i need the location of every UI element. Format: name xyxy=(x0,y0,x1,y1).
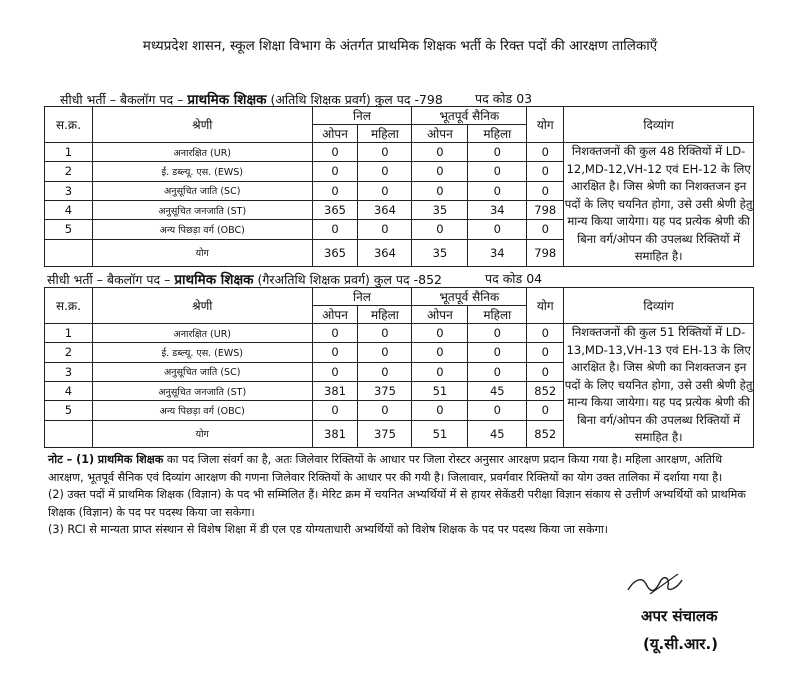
cell-ex-female: 45 xyxy=(468,420,527,447)
header-category: श्रेणी xyxy=(92,288,312,324)
cell-ex-female: 0 xyxy=(468,162,527,181)
cell-nil-female: 0 xyxy=(358,343,412,362)
cell-nil-female: 0 xyxy=(358,143,412,162)
cell-total-label: योग xyxy=(92,239,312,266)
header-sno: स.क्र. xyxy=(45,107,93,143)
cell-ex-open: 0 xyxy=(412,220,468,239)
cell-nil-female: 0 xyxy=(358,401,412,420)
header-female: महिला xyxy=(468,306,527,324)
header-nil: निल xyxy=(312,107,412,125)
signatory-title: अपर संचालक xyxy=(641,607,718,625)
disabled-reservation-text: निशक्तजनों की कुल 48 रिक्तियों में LD-12,MD-12,VH-12 एवं EH-12 के लिए आरक्षित है। जिस श्रेणी का निशक्तजन इन पदों के लिए चयनित होगा, उसे उसी श्रेणी हेतु मान्य किया जायेगा। यह पद प्रत्येक श्रेणी की बिना वर्ग/ओपन की उपलब्ध रिक्तियों में समाहित है। xyxy=(564,143,754,267)
cell-ex-female: 0 xyxy=(468,401,527,420)
cell-nil-open: 381 xyxy=(312,420,358,447)
cell-sno: 5 xyxy=(45,220,93,239)
cell-sno: 1 xyxy=(45,143,93,162)
signatory-subtitle: (यू.सी.आर.) xyxy=(643,635,718,653)
cell-nil-open: 0 xyxy=(312,324,358,343)
cell-nil-female: 364 xyxy=(358,239,412,266)
cell-sno: 2 xyxy=(45,343,93,362)
cell-nil-open: 0 xyxy=(312,143,358,162)
cell-total: 0 xyxy=(527,343,564,362)
header-disabled: दिव्यांग xyxy=(564,107,754,143)
cell-category: अन्य पिछड़ा वर्ग (OBC) xyxy=(92,220,312,239)
cell-ex-open: 51 xyxy=(412,381,468,400)
cell-category: अनुसूचित जनजाति (ST) xyxy=(92,381,312,400)
caption-suffix: (गैरअतिथि शिक्षक प्रवर्ग) कुल पद -852 xyxy=(257,272,442,287)
note-1-bold: प्राथमिक शिक्षक xyxy=(97,453,164,466)
cell-sno: 3 xyxy=(45,181,93,200)
note-1-text: का पद जिला संवर्ग का है, अतः जिलेवार रिक्तियों के आधार पर जिला रोस्टर अनुसार आरक्षण प्रदान किया गया है। महिला आरक्षण, अतिथि आरक्षण, भूतपूर्व सैनिक एवं दिव्यांग आरक्षण की गणना जिलेवार रिक्तियों के आधार पर की गयी है। जिलावार, प्रवर्गवार रिक्तियों का योग उक्त तालिका में दर्शाया गया है। xyxy=(48,453,723,484)
note-label: नोट – (1) xyxy=(48,453,95,466)
header-sno: स.क्र. xyxy=(45,288,93,324)
note-3: (3) RCI से मान्यता प्राप्त संस्थान से विशेष शिक्षा में डी एल एड योग्यताधारी अभ्यर्थियों को विशेष शिक्षक के पद पर पदस्थ किया जा सकेगा। xyxy=(48,523,608,536)
cell-ex-open: 0 xyxy=(412,343,468,362)
cell-nil-female: 375 xyxy=(358,420,412,447)
cell-ex-female: 45 xyxy=(468,381,527,400)
cell-total: 0 xyxy=(527,220,564,239)
cell-sno: 5 xyxy=(45,401,93,420)
header-category: श्रेणी xyxy=(92,107,312,143)
cell-ex-female: 0 xyxy=(468,324,527,343)
disabled-reservation-text: निशक्तजनों की कुल 51 रिक्तियों में LD-13,MD-13,VH-13 एवं EH-13 के लिए आरक्षित है। जिस श्रेणी का निशक्तजन इन पदों के लिए चयनित होगा, उसे उसी श्रेणी हेतु मान्य किया जायेगा। यह पद प्रत्येक श्रेणी की बिना वर्ग/ओपन की उपलब्ध रिक्तियों में समाहित है। xyxy=(564,324,754,448)
cell-sno: 1 xyxy=(45,324,93,343)
cell-ex-female: 0 xyxy=(468,181,527,200)
cell-category: अनारक्षित (UR) xyxy=(92,324,312,343)
cell-sno: 4 xyxy=(45,381,93,400)
cell-total: 0 xyxy=(527,181,564,200)
header-nil: निल xyxy=(312,288,412,306)
cell-ex-open: 0 xyxy=(412,401,468,420)
header-row xyxy=(45,288,754,306)
header-ex-serviceman: भूतपूर्व सैनिक xyxy=(412,288,527,306)
caption-prefix: सीधी भर्ती – बैकलॉग पद – xyxy=(60,92,184,107)
cell-ex-open: 51 xyxy=(412,420,468,447)
cell-ex-female: 0 xyxy=(468,362,527,381)
header-open: ओपन xyxy=(312,125,358,143)
cell-sno: 4 xyxy=(45,200,93,219)
header-open: ओपन xyxy=(412,306,468,324)
cell-total: 0 xyxy=(527,401,564,420)
cell-ex-open: 35 xyxy=(412,239,468,266)
reservation-table-1 xyxy=(44,106,754,267)
cell-category: अनुसूचित जाति (SC) xyxy=(92,362,312,381)
cell-nil-open: 365 xyxy=(312,200,358,219)
header-row xyxy=(45,107,754,125)
cell-nil-open: 0 xyxy=(312,343,358,362)
cell-nil-female: 364 xyxy=(358,200,412,219)
cell-nil-female: 0 xyxy=(358,324,412,343)
table-2-caption xyxy=(47,270,442,288)
cell-nil-female: 0 xyxy=(358,162,412,181)
cell-category: ई. डब्ल्यू. एस. (EWS) xyxy=(92,162,312,181)
cell-category: अनुसूचित जनजाति (ST) xyxy=(92,200,312,219)
cell-sno: 2 xyxy=(45,162,93,181)
cell-total: 0 xyxy=(527,143,564,162)
cell-nil-open: 0 xyxy=(312,181,358,200)
header-disabled: दिव्यांग xyxy=(564,288,754,324)
note-1 xyxy=(48,451,753,486)
cell-nil-female: 0 xyxy=(358,220,412,239)
cell-nil-female: 0 xyxy=(358,362,412,381)
header-open: ओपन xyxy=(412,125,468,143)
signature-scribble xyxy=(620,568,700,600)
table-2-code: पद कोड 04 xyxy=(485,271,543,286)
cell-ex-open: 0 xyxy=(412,324,468,343)
cell-nil-open: 381 xyxy=(312,381,358,400)
cell-category: अनारक्षित (UR) xyxy=(92,143,312,162)
reservation-table-2 xyxy=(44,287,754,448)
page-title: मध्यप्रदेश शासन, स्कूल शिक्षा विभाग के अंतर्गत प्राथमिक शिक्षक भर्ती के रिक्त पदों की आरक्षण तालिकाएँ xyxy=(142,38,658,54)
cell-ex-open: 0 xyxy=(412,143,468,162)
caption-bold: प्राथमिक शिक्षक xyxy=(187,92,267,108)
header-open: ओपन xyxy=(312,306,358,324)
cell-total-label: योग xyxy=(92,420,312,447)
cell-total: 852 xyxy=(527,381,564,400)
cell-total: 798 xyxy=(527,200,564,219)
table-row xyxy=(45,143,754,162)
table-row xyxy=(45,324,754,343)
caption-prefix: सीधी भर्ती – बैकलॉग पद – xyxy=(47,272,171,287)
header-total: योग xyxy=(527,107,564,143)
cell-category: अनुसूचित जाति (SC) xyxy=(92,181,312,200)
header-female: महिला xyxy=(358,125,412,143)
cell-ex-female: 34 xyxy=(468,200,527,219)
header-female: महिला xyxy=(468,125,527,143)
header-ex-serviceman: भूतपूर्व सैनिक xyxy=(412,107,527,125)
cell-category: अन्य पिछड़ा वर्ग (OBC) xyxy=(92,401,312,420)
cell-ex-open: 0 xyxy=(412,181,468,200)
header-female: महिला xyxy=(358,306,412,324)
note-2: (2) उक्त पदों में प्राथमिक शिक्षक (विज्ञान) के पद भी सम्मिलित हैं। मेरिट क्रम में चयनित अभ्यर्थियों में से हायर सेकेंडरी परीक्षा विज्ञान संकाय से उत्तीर्ण अभ्यर्थियों को प्राथमिक शिक्षक (विज्ञान) के पद पर पदस्थ किया जा सकेगा। xyxy=(48,488,746,519)
notes-section xyxy=(48,451,753,539)
cell-ex-open: 35 xyxy=(412,200,468,219)
cell-ex-female: 34 xyxy=(468,239,527,266)
cell-sno: 3 xyxy=(45,362,93,381)
cell-nil-open: 0 xyxy=(312,401,358,420)
cell-ex-female: 0 xyxy=(468,143,527,162)
cell-category: ई. डब्ल्यू. एस. (EWS) xyxy=(92,343,312,362)
table-1-code: पद कोड 03 xyxy=(475,91,533,106)
cell-nil-open: 0 xyxy=(312,220,358,239)
cell-total: 798 xyxy=(527,239,564,266)
cell-ex-open: 0 xyxy=(412,162,468,181)
cell-nil-female: 375 xyxy=(358,381,412,400)
cell-ex-open: 0 xyxy=(412,362,468,381)
cell-total: 0 xyxy=(527,162,564,181)
cell-total: 0 xyxy=(527,362,564,381)
cell-total: 852 xyxy=(527,420,564,447)
cell-nil-open: 365 xyxy=(312,239,358,266)
cell-ex-female: 0 xyxy=(468,220,527,239)
caption-bold: प्राथमिक शिक्षक xyxy=(174,272,254,288)
cell-nil-open: 0 xyxy=(312,162,358,181)
cell-ex-female: 0 xyxy=(468,343,527,362)
cell-nil-female: 0 xyxy=(358,181,412,200)
caption-suffix: (अतिथि शिक्षक प्रवर्ग) कुल पद -798 xyxy=(270,92,443,107)
cell-total: 0 xyxy=(527,324,564,343)
header-total: योग xyxy=(527,288,564,324)
cell-nil-open: 0 xyxy=(312,362,358,381)
